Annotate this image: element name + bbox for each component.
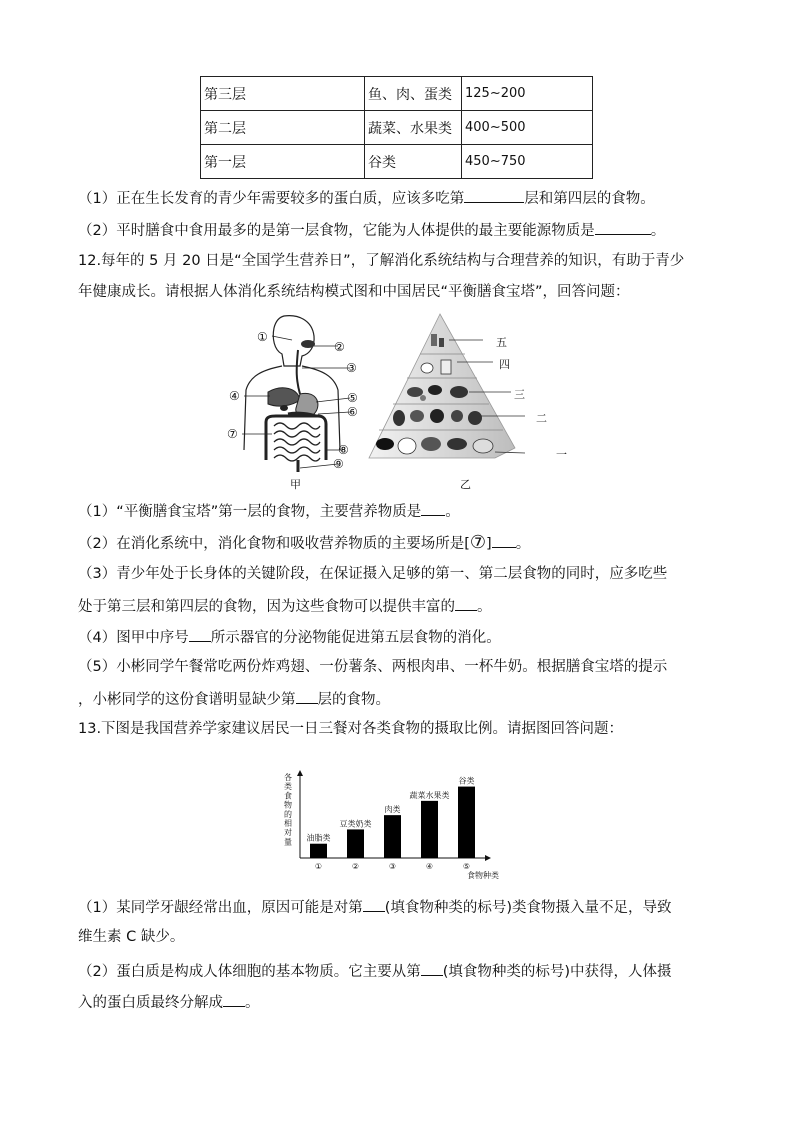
- q12-part3-line1: （3）青少年处于长身体的关键阶段，在保证摄入足够的第一、第二层食物的同时，应多吃些: [78, 566, 668, 582]
- pyramid-level-label: 五: [496, 336, 507, 349]
- q11-p1-text: （1）正在生长发育的青少年需要较多的蛋白质，应该多吃第: [78, 191, 465, 207]
- q12-p5-text: ，小彬同学的这份食谱明显缺少第: [78, 692, 296, 708]
- table-cell-food: 鱼、肉、蛋类: [365, 77, 462, 111]
- q12-intro-line2: 年健康成长。请根据人体消化系统结构模式图和中国居民“平衡膳食宝塔”，回答问题：: [78, 284, 630, 300]
- answer-blank[interactable]: [492, 533, 516, 548]
- table-cell-layer: 第二层: [201, 111, 365, 145]
- q13-p1-text-mid: (填食物种类的标号)类食物摄入量不足，导致: [384, 900, 672, 916]
- table-cell-layer: 第三层: [201, 77, 365, 111]
- q12-p5-text-end: 层的食物。: [317, 692, 390, 708]
- q11-part1: [78, 188, 655, 208]
- answer-blank[interactable]: [421, 961, 443, 976]
- fig-number: ⑨: [333, 457, 344, 471]
- pyramid-table: [200, 76, 593, 179]
- q13-p1-text: （1）某同学牙龈经常出血，原因可能是对第: [78, 900, 363, 916]
- table-cell-amount: 450~750: [462, 145, 593, 179]
- q12-p4-text: （4）图甲中序号: [78, 630, 189, 646]
- data-label: 蔬菜水果类: [409, 790, 450, 800]
- figure-caption: 乙: [460, 478, 471, 491]
- q12-part4: [78, 627, 501, 647]
- q12-part1: [78, 501, 460, 521]
- bar: [310, 844, 327, 858]
- x-axis-arrow: [485, 855, 491, 861]
- answer-blank[interactable]: [595, 220, 651, 235]
- answer-blank[interactable]: [421, 501, 445, 516]
- q12-p3-text: 处于第三层和第四层的食物，因为这些食物可以提供丰富的: [78, 599, 455, 615]
- q12-p4-text-end: 所示器官的分泌物能促进第五层食物的消化。: [210, 630, 501, 646]
- q13-part2-line1: [78, 961, 672, 981]
- data-label: 豆类奶类: [339, 819, 372, 829]
- y-axis-label: 各类食物的相对量: [284, 773, 292, 847]
- data-label: 油脂类: [306, 833, 331, 843]
- fig-number: ⑦: [227, 427, 238, 441]
- q13-part1-line1: [78, 897, 672, 917]
- q13-part2-line2: [78, 992, 260, 1012]
- table-row: [201, 77, 593, 111]
- x-axis-label: 食物种类: [467, 871, 499, 880]
- table-cell-food: 谷类: [365, 145, 462, 179]
- food-ratio-bar-chart: [270, 768, 540, 883]
- fig-number: ⑧: [338, 443, 349, 457]
- q11-part2: [78, 220, 665, 240]
- answer-blank[interactable]: [223, 992, 245, 1007]
- q13-p2-text-mid: (填食物种类的标号)中获得，人体摄: [442, 964, 672, 980]
- table-cell-amount: 400~500: [462, 111, 593, 145]
- answer-blank[interactable]: [464, 188, 524, 203]
- fig-number: ②: [334, 340, 345, 354]
- q13-p2-text: （2）蛋白质是构成人体细胞的基本物质。它主要从第: [78, 964, 421, 980]
- fig-number: ⑤: [347, 391, 358, 405]
- fig-number: ④: [229, 389, 240, 403]
- bar: [384, 815, 401, 858]
- q12-p3-text-end: 。: [477, 599, 492, 615]
- q12-p2-text: （2）在消化系统中，消化食物和吸收营养物质的主要场所是[: [78, 536, 470, 552]
- table-cell-food: 蔬菜、水果类: [365, 111, 462, 145]
- bar: [421, 801, 438, 858]
- pyramid-level-label: 一: [556, 448, 567, 461]
- q13-intro: 13.下图是我国营养学家建议居民一日三餐对各类食物的摄取比例。请据图回答问题：: [78, 721, 624, 737]
- bar: [347, 829, 364, 858]
- table-row: [201, 145, 593, 179]
- answer-blank[interactable]: [363, 897, 385, 912]
- q13-p2-text-end: 入的蛋白质最终分解成: [78, 995, 223, 1011]
- q12-part3-line2: [78, 596, 492, 616]
- table-cell-amount: 125~200: [462, 77, 593, 111]
- q12-p1-text: （1）“平衡膳食宝塔”第一层的食物，主要营养物质是: [78, 504, 422, 520]
- circled-number: ⑦: [469, 532, 487, 553]
- tick-label: ①: [314, 862, 323, 871]
- q11-p2-text-end: 。: [650, 223, 666, 239]
- q12-p1-text-end: 。: [445, 504, 460, 520]
- bar: [458, 787, 475, 858]
- y-axis-arrow: [297, 770, 303, 776]
- q13-part1-line2: 维生素 C 缺少。: [78, 929, 185, 945]
- answer-blank[interactable]: [455, 596, 477, 611]
- q12-part2: [78, 533, 530, 553]
- figure-caption: 甲: [290, 478, 301, 491]
- tick-label: ②: [351, 862, 360, 871]
- tick-label: ④: [425, 862, 434, 871]
- table-row: [201, 111, 593, 145]
- q12-intro-line1: 12.每年的 5 月 20 日是“全国学生营养日”，了解消化系统结构与合理营养的知识，有助于青少: [78, 253, 685, 269]
- data-label: 谷类: [458, 776, 475, 786]
- q12-p2-bracket: ]: [486, 536, 492, 552]
- tick-label: ③: [388, 862, 397, 871]
- q12-part5-line1: （5）小彬同学午餐常吃两份炸鸡翅、一份薯条、两根肉串、一杯牛奶。根据膳食宝塔的提示: [78, 659, 668, 675]
- q12-part5-line2: [78, 689, 390, 709]
- table-cell-layer: 第一层: [201, 145, 365, 179]
- pyramid-level-label: 二: [536, 412, 547, 425]
- tick-label: ⑤: [462, 862, 471, 871]
- fig-number: ①: [257, 330, 268, 344]
- pyramid-level-label: 四: [499, 358, 510, 371]
- answer-blank[interactable]: [296, 689, 318, 704]
- q11-p2-text: （2）平时膳食中食用最多的是第一层食物，它能为人体提供的最主要能源物质是: [78, 223, 595, 239]
- q11-p1-text-end: 层和第四层的食物。: [524, 191, 655, 207]
- fig-number: ③: [346, 361, 357, 375]
- pyramid-level-label: 三: [514, 388, 525, 401]
- q12-p2-text-end: 。: [515, 536, 531, 552]
- data-label: 肉类: [384, 805, 401, 815]
- fig-number: ⑥: [347, 405, 358, 419]
- answer-blank[interactable]: [189, 627, 211, 642]
- q13-p2-text-period: 。: [245, 995, 260, 1011]
